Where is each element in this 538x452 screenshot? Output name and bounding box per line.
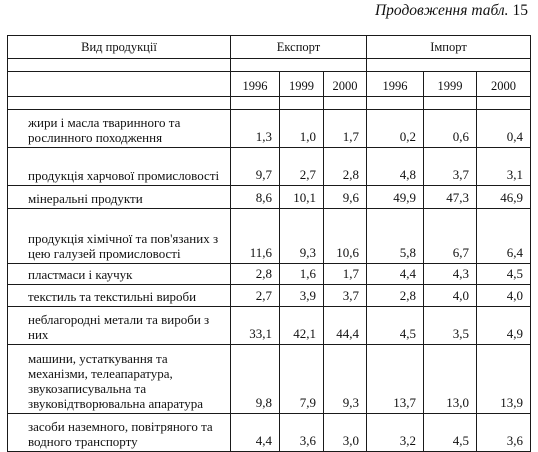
- import-value: 4,3: [424, 264, 477, 285]
- export-value: 9,7: [231, 148, 280, 186]
- import-value: 4,0: [424, 285, 477, 307]
- export-value: 10,6: [324, 209, 367, 264]
- year-row: [8, 72, 531, 97]
- export-value: 7,9: [280, 345, 324, 414]
- import-year-1999: 1999: [424, 72, 477, 97]
- export-value: 3,9: [280, 285, 324, 307]
- export-value: 10,1: [280, 186, 324, 209]
- export-value: 9,3: [280, 209, 324, 264]
- import-value: 4,0: [477, 285, 531, 307]
- import-value: 47,3: [424, 186, 477, 209]
- export-year-2000: 2000: [324, 72, 367, 97]
- product-name: продукція харчової промисловості: [8, 148, 231, 186]
- product-column-header: Вид продукції: [8, 36, 231, 59]
- export-value: 2,8: [324, 148, 367, 186]
- export-value: 11,6: [231, 209, 280, 264]
- import-value: 4,9: [477, 307, 531, 345]
- import-value: 3,5: [424, 307, 477, 345]
- export-value: 1,3: [231, 110, 280, 148]
- export-value: 9,6: [324, 186, 367, 209]
- caption-label: Продовження табл.: [374, 2, 509, 19]
- import-value: 6,7: [424, 209, 477, 264]
- import-value: 5,8: [367, 209, 424, 264]
- export-header: Експорт: [231, 36, 367, 59]
- table-caption: [375, 2, 528, 20]
- import-value: 0,2: [367, 110, 424, 148]
- table-row: [8, 307, 531, 345]
- export-value: 3,7: [324, 285, 367, 307]
- table-row: [8, 414, 531, 452]
- table-row: [8, 148, 531, 186]
- export-value: 42,1: [280, 307, 324, 345]
- import-value: 4,4: [367, 264, 424, 285]
- export-year-1996: 1996: [231, 72, 280, 97]
- table-row: [8, 209, 531, 264]
- import-header: Імпорт: [367, 36, 531, 59]
- export-year-1999: 1999: [280, 72, 324, 97]
- export-value: 3,0: [324, 414, 367, 452]
- export-value: 4,4: [231, 414, 280, 452]
- export-value: 2,7: [231, 285, 280, 307]
- product-name: продукція хімічної та пов'язаних з цею галузей промисловості: [8, 209, 231, 264]
- product-trade-table: [7, 35, 531, 452]
- product-name: пластмаси і каучук: [8, 264, 231, 285]
- import-value: 3,6: [477, 414, 531, 452]
- import-value: 49,9: [367, 186, 424, 209]
- table-row: [8, 345, 531, 414]
- export-value: 44,4: [324, 307, 367, 345]
- product-name: мінеральні продукти: [8, 186, 231, 209]
- export-value: 1,0: [280, 110, 324, 148]
- export-value: 1,6: [280, 264, 324, 285]
- import-value: 13,9: [477, 345, 531, 414]
- caption-number: 15: [512, 2, 528, 19]
- table-row: [8, 264, 531, 285]
- import-value: 4,5: [424, 414, 477, 452]
- table-row: [8, 186, 531, 209]
- product-name: жири і масла тваринного та рослинного походження: [8, 110, 231, 148]
- import-year-1996: 1996: [367, 72, 424, 97]
- import-year-2000: 2000: [477, 72, 531, 97]
- export-value: 2,7: [280, 148, 324, 186]
- import-value: 3,7: [424, 148, 477, 186]
- import-value: 46,9: [477, 186, 531, 209]
- product-name: засоби наземного, повітряного та водного транспорту: [8, 414, 231, 452]
- table-row: [8, 285, 531, 307]
- export-value: 9,3: [324, 345, 367, 414]
- import-value: 2,8: [367, 285, 424, 307]
- export-value: 8,6: [231, 186, 280, 209]
- product-name: текстиль та текстильні вироби: [8, 285, 231, 307]
- product-name: машини, устаткування та механізми, телеапаратура, звукозаписувальна та звуковідтворювальна апаратура: [8, 345, 231, 414]
- export-value: 1,7: [324, 264, 367, 285]
- import-value: 4,8: [367, 148, 424, 186]
- export-value: 2,8: [231, 264, 280, 285]
- product-name: неблагородні метали та вироби з них: [8, 307, 231, 345]
- table-row: [8, 110, 531, 148]
- import-value: 0,6: [424, 110, 477, 148]
- import-value: 13,7: [367, 345, 424, 414]
- export-value: 3,6: [280, 414, 324, 452]
- import-value: 3,2: [367, 414, 424, 452]
- import-value: 4,5: [477, 264, 531, 285]
- header-gap-row: [8, 59, 531, 72]
- export-value: 1,7: [324, 110, 367, 148]
- import-value: 3,1: [477, 148, 531, 186]
- import-value: 4,5: [367, 307, 424, 345]
- import-value: 0,4: [477, 110, 531, 148]
- import-value: 6,4: [477, 209, 531, 264]
- year-gap-row: [8, 97, 531, 110]
- export-value: 33,1: [231, 307, 280, 345]
- import-value: 13,0: [424, 345, 477, 414]
- export-value: 9,8: [231, 345, 280, 414]
- header-row: [8, 36, 531, 59]
